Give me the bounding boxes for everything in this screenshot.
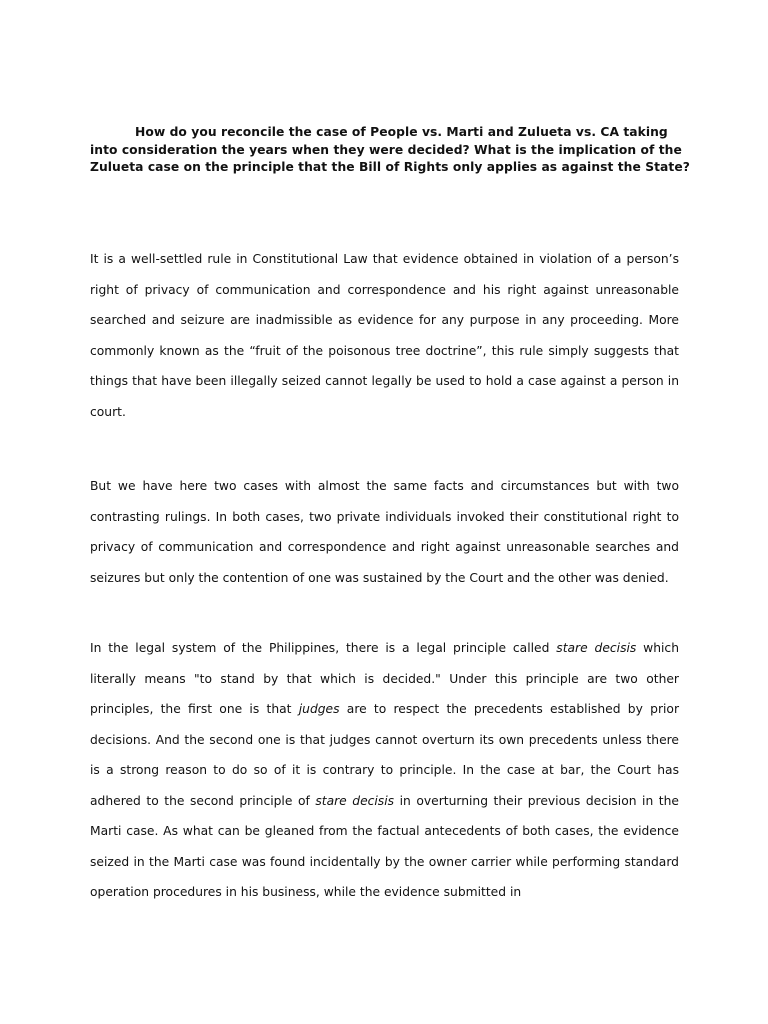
- paragraph-3-text-1: In the legal system of the Philippines, there is a legal principle called: [90, 641, 557, 655]
- stare-decisis-term: stare decisis: [556, 641, 637, 655]
- question-heading: How do you reconcile the case of People vs. Marti and Zulueta vs. CA taking into consideration the years when they were decided? What is the implication of the Zulueta case on the principle that the Bill of Rights only applies as against the State?: [90, 125, 690, 175]
- paragraph-3: [90, 633, 679, 908]
- stare-decisis-term-2: stare decisis: [315, 793, 395, 808]
- paragraph-2: But we have here two cases with almost the same facts and circumstances but with two contrasting rulings. In both cases, two private individuals invoked their constitutional right to privacy of communication and correspondence and right against unreasonable searches and seizures but only the contention of one was sustained by the Court and the other was denied.: [90, 479, 679, 585]
- judges-term: judges: [298, 702, 340, 716]
- paragraph-3-text-3: are to respect the precedents established by prior decisions. And the second one is that judges cannot overturn its own precedents unless there is a strong reason to do so of it is contrary to principle. In the case at bar, the Court has adhered to the second principle of: [90, 702, 679, 808]
- paragraph-3-text-2: which literally means "to stand by that which is decided." Under this principle are two other principles, the first one is that: [90, 641, 679, 716]
- paragraph-3-text-4: in overturning their previous decision in the Marti case. As what can be gleaned from the factual antecedents of both cases, the evidence seized in the Marti case was found incidentally by the owner carrier while performing standard operation procedures in his business, while the evidence submitted in: [90, 793, 679, 899]
- paragraph-1: It is a well-settled rule in Constitutional Law that evidence obtained in violation of a person’s right of privacy of communication and correspondence and his right against unreasonable searched and seizure are inadmissible as evidence for any purpose in any proceeding. More commonly known as the “fruit of the poisonous tree doctrine”, this rule simply suggests that things that have been illegally seized cannot legally be used to hold a case against a person in court.: [90, 252, 679, 419]
